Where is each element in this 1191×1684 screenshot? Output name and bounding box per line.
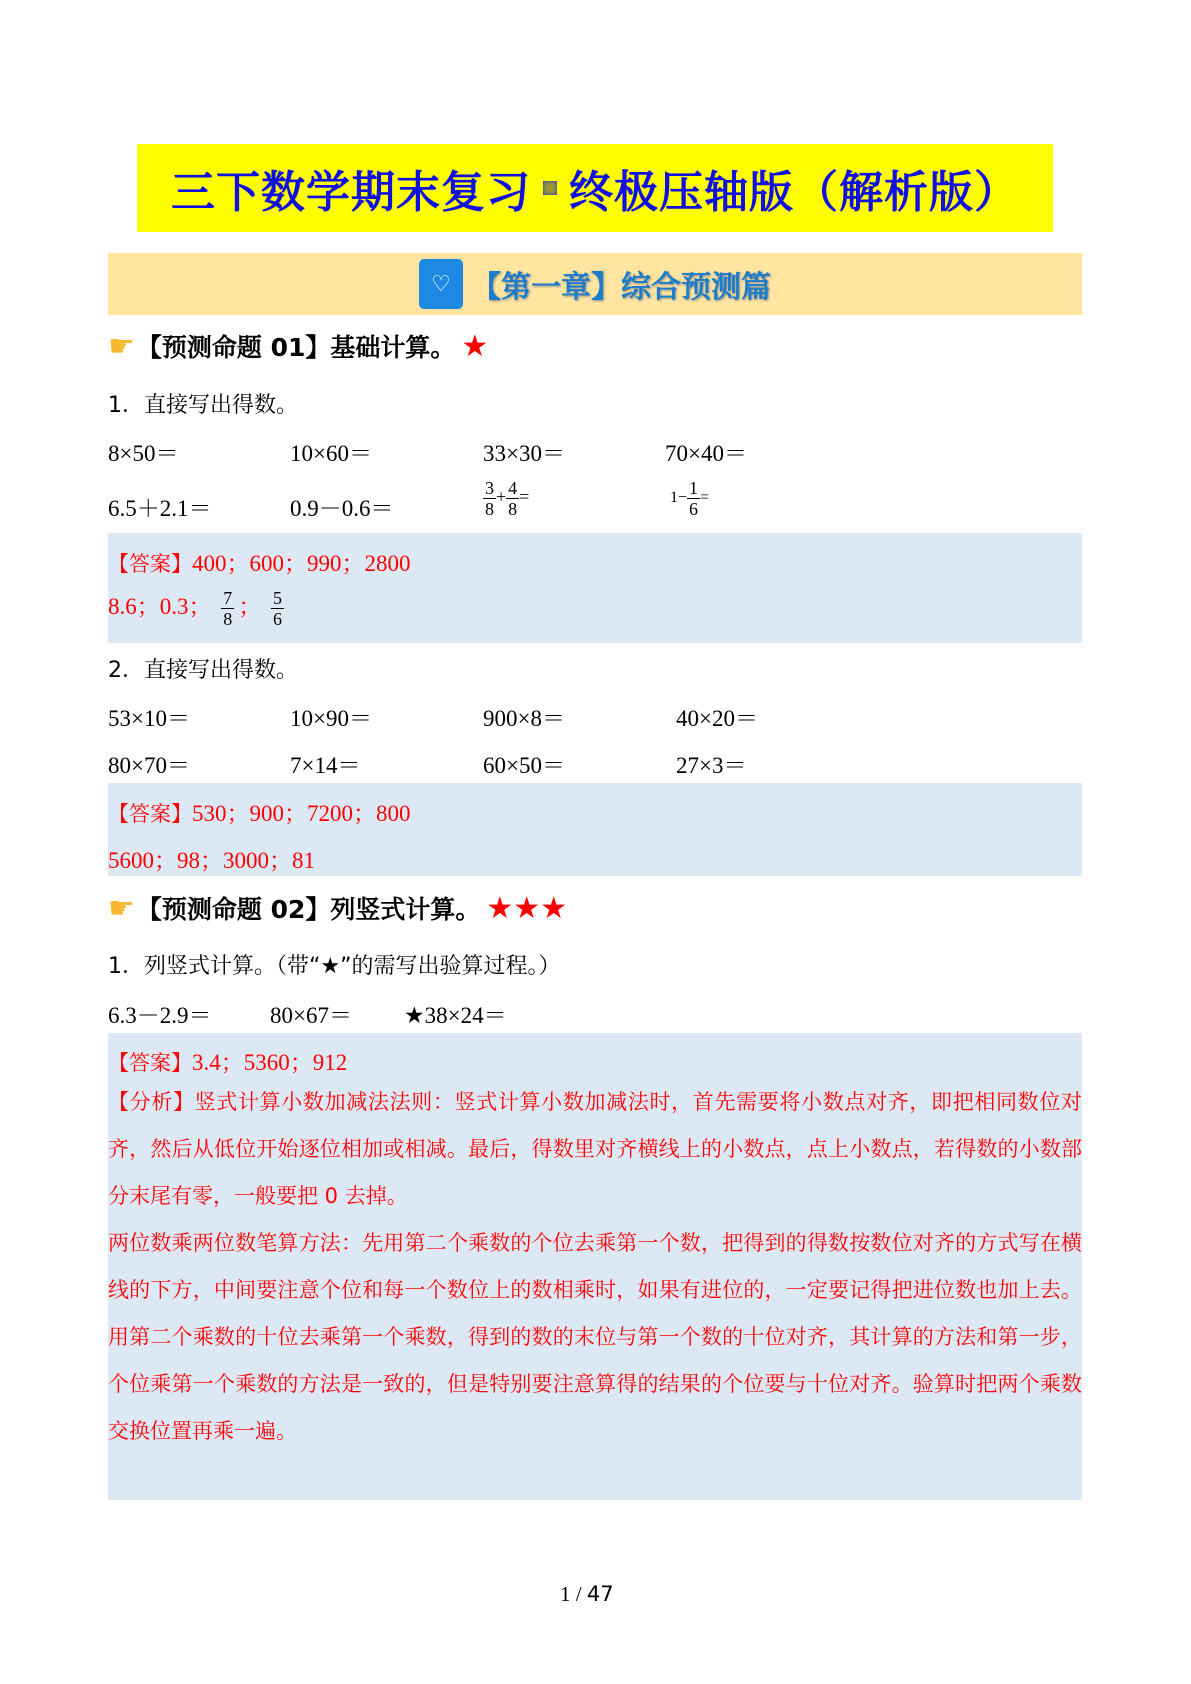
expression: 10×60＝ xyxy=(290,441,372,466)
question-prompt: 2．直接写出得数。 xyxy=(108,658,298,683)
question-prompt: 1．列竖式计算。（带“★”的需写出验算过程。） xyxy=(108,954,561,979)
expression: 7×14＝ xyxy=(290,753,361,778)
topic-heading-01 xyxy=(108,328,488,364)
expression: 27×3＝ xyxy=(676,753,747,778)
clipboard-heart-icon: ♡ xyxy=(419,259,463,309)
difficulty-stars: ★★★ xyxy=(486,890,568,926)
pointing-hand-icon: ☛ xyxy=(108,328,135,364)
topic-title: 【预测命题 02】列竖式计算。 xyxy=(136,895,481,924)
answer-line: 【答案】3.4；5360；912 xyxy=(108,1050,348,1075)
answer-line: 【答案】400；600；990；2800 xyxy=(108,551,411,576)
expression: 80×67＝ xyxy=(270,1003,352,1028)
expression: 70×40＝ xyxy=(665,441,747,466)
difficulty-stars: ★ xyxy=(461,328,489,364)
fraction-expression: 1− $\frac{1}{6}$ = xyxy=(670,478,710,519)
title-banner xyxy=(137,144,1053,232)
fraction-expression: $\frac{3}{8}$ + $\frac{4}{8}$ = xyxy=(485,478,530,519)
expression: 0.9－0.6＝ xyxy=(290,496,394,521)
expression: 53×10＝ xyxy=(108,706,190,731)
expression: 33×30＝ xyxy=(483,441,565,466)
title-separator-icon xyxy=(543,181,557,195)
document-title-left: 三下数学期末复习 xyxy=(171,167,531,218)
chapter-title: 【第一章】综合预测篇 xyxy=(471,270,771,305)
expression: 10×90＝ xyxy=(290,706,372,731)
answer-line: 8.6；0.3； $\frac{7}{8}$ ； $\frac{5}{6}$ xyxy=(108,588,282,630)
chapter-banner xyxy=(108,253,1082,315)
topic-title: 【预测命题 01】基础计算。 xyxy=(136,333,456,362)
expression: 6.3－2.9＝ xyxy=(108,1003,212,1028)
question-prompt: 1．直接写出得数。 xyxy=(108,393,298,418)
pointing-hand-icon: ☛ xyxy=(108,890,135,926)
analysis-paragraph: 两位数乘两位数笔算方法：先用第二个乘数的个位去乘第一个数，把得到的得数按数位对齐的方式写在横线的下方，中间要注意个位和每一个数位上的数相乘时，如果有进位的，一定要记得把进位数也加上去。用第二个乘数的十位去乘第一个乘数，得到的数的末位与第一个数的十位对齐，其计算的方法和第一步，个位乘第一个乘数的方法是一致的，但是特别要注意算得的结果的个位要与十位对齐。验算时把两个乘数交换位置再乘一遍。 xyxy=(108,1231,1082,1443)
expression: ★38×24＝ xyxy=(404,1003,507,1028)
expression: 8×50＝ xyxy=(108,441,179,466)
answer-line: 【答案】530；900；7200；800 xyxy=(108,801,411,826)
expression: 60×50＝ xyxy=(483,753,565,778)
expression: 6.5＋2.1＝ xyxy=(108,496,212,521)
expression: 40×20＝ xyxy=(676,706,758,731)
answer-line: 5600；98；3000；81 xyxy=(108,848,315,873)
expression: 80×70＝ xyxy=(108,753,190,778)
expression: 900×8＝ xyxy=(483,706,565,731)
page-number: 1 / 47 xyxy=(560,1582,614,1606)
topic-heading-02 xyxy=(108,890,567,926)
document-title-right: 终极压轴版（解析版） xyxy=(569,167,1019,218)
analysis-paragraph: 【分析】竖式计算小数加减法法则：竖式计算小数加减法时，首先需要将小数点对齐，即把相同数位对齐，然后从低位开始逐位相加或相减。最后，得数里对齐横线上的小数点，点上小数点，若得数的小数部分末尾有零，一般要把 0 去掉。 xyxy=(108,1090,1083,1208)
